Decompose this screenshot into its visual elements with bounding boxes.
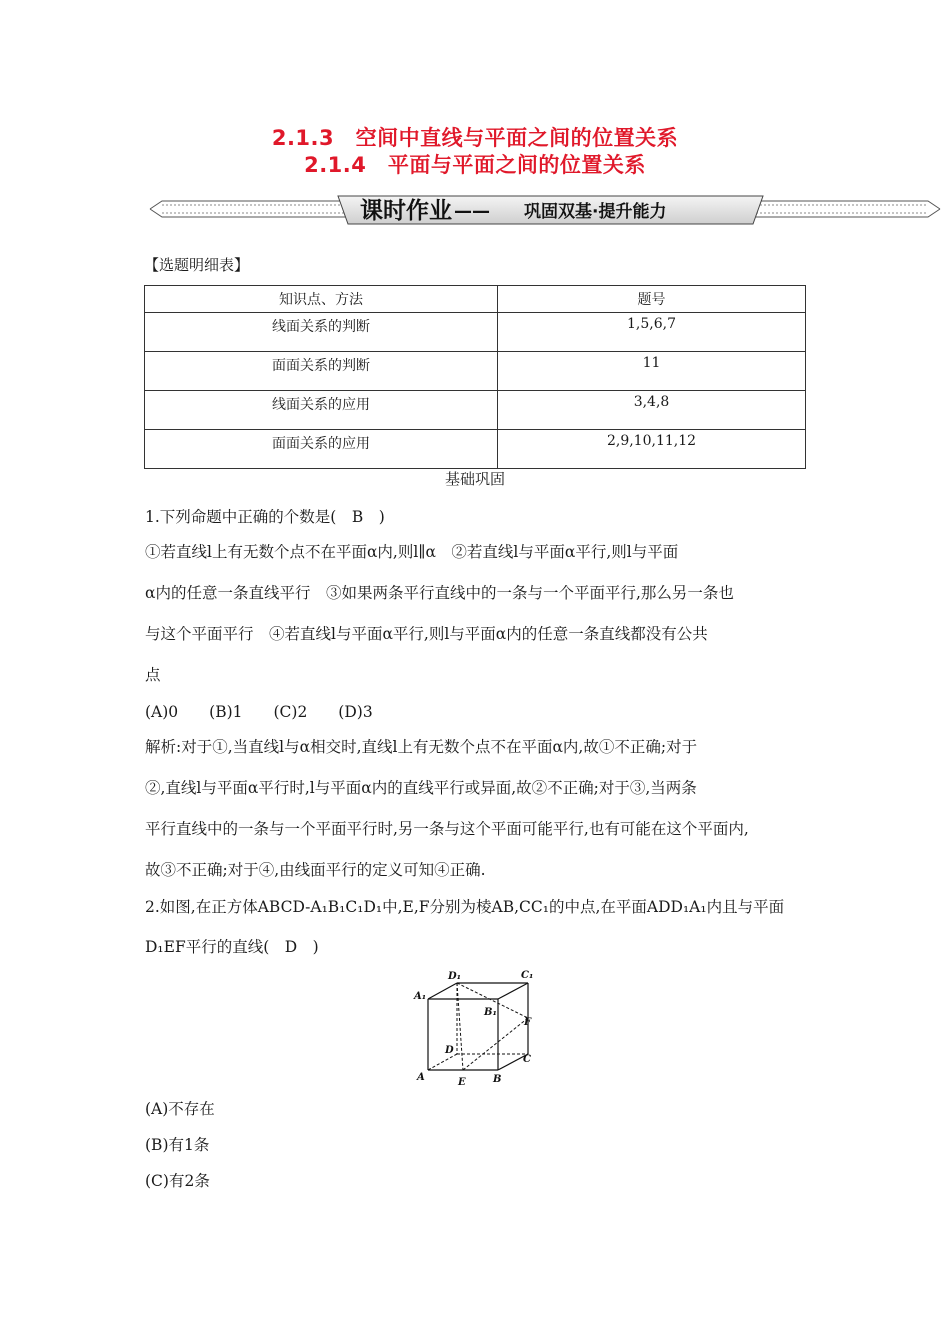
table-row (145, 352, 806, 391)
table-row (145, 430, 806, 469)
q1-analysis-line: 故③不正确;对于④,由线面平行的定义可知④正确. (145, 861, 486, 879)
label-B1: B₁ (484, 1007, 497, 1018)
table-cell-topic: 面面关系的判断 (145, 352, 498, 391)
table-cell-topic: 面面关系的应用 (145, 430, 498, 469)
homework-banner (148, 193, 942, 227)
table-cell-numbers: 2,9,10,11,12 (498, 430, 806, 469)
banner-sub-text: 巩固双基·提升能力 (524, 202, 667, 222)
q1-options: (A)0 (B)1 (C)2 (D)3 (145, 703, 373, 721)
q1-analysis-line: 平行直线中的一条与一个平面平行时,另一条与这个平面可能平行,也有可能在这个平面内, (145, 820, 749, 838)
header-knowledge-point: 知识点、方法 (145, 286, 498, 313)
q1-statement-line: 与这个平面平行 ④若直线l与平面α平行,则l与平面α内的任意一条直线都没有公共 (145, 625, 708, 643)
question-selection-table (144, 285, 806, 469)
q1-analysis-line: 解析:对于①,当直线l与α相交时,直线l上有无数个点不在平面α内,故①不正确;对于 (145, 738, 698, 756)
q1-statement-line: 点 (145, 666, 161, 684)
banner-main-text: 课时作业 (360, 198, 452, 224)
table-row (145, 313, 806, 352)
section-title-2-1-3: 2.1.3 空间中直线与平面之间的位置关系 (271, 126, 679, 150)
q1-analysis-line: ②,直线l与平面α平行时,l与平面α内的直线平行或异面,故②不正确;对于③,当两条 (145, 779, 697, 797)
q1-stem: 1.下列命题中正确的个数是( B ) (145, 508, 385, 526)
question-selection-label: 【选题明细表】 (144, 256, 250, 274)
q2-option: (C)有2条 (145, 1172, 210, 1190)
q2-option: (A)不存在 (145, 1100, 215, 1118)
header-question-number: 题号 (498, 286, 806, 313)
table-cell-numbers: 11 (498, 352, 806, 391)
table-row (145, 391, 806, 430)
label-A: A (417, 1072, 425, 1083)
label-C: C (523, 1054, 531, 1065)
banner-dash: —— (454, 201, 490, 222)
table-cell-topic: 线面关系的应用 (145, 391, 498, 430)
q2-stem-line: D₁EF平行的直线( D ) (145, 938, 319, 956)
label-D1: D₁ (448, 971, 462, 982)
label-A1: A₁ (414, 991, 427, 1002)
cube-figure (412, 968, 542, 1090)
label-F: F (524, 1017, 532, 1028)
label-C1: C₁ (521, 970, 534, 981)
label-B: B (493, 1074, 502, 1085)
q1-statement-line: α内的任意一条直线平行 ③如果两条平行直线中的一条与一个平面平行,那么另一条也 (145, 584, 734, 602)
label-D: D (445, 1045, 454, 1056)
table-header-row (145, 286, 806, 313)
label-E: E (458, 1077, 466, 1088)
q2-stem-line: 2.如图,在正方体ABCD-A₁B₁C₁D₁中,E,F分别为棱AB,CC₁的中点,在平面ADD₁A₁内且与平面 (145, 898, 785, 916)
table-cell-numbers: 1,5,6,7 (498, 313, 806, 352)
q2-option: (B)有1条 (145, 1136, 210, 1154)
basic-consolidation-heading: 基础巩固 (444, 470, 505, 488)
table-cell-numbers: 3,4,8 (498, 391, 806, 430)
table-cell-topic: 线面关系的判断 (145, 313, 498, 352)
q1-statement-line: ①若直线l上有无数个点不在平面α内,则l∥α ②若直线l与平面α平行,则l与平面 (145, 543, 679, 561)
section-title-2-1-4: 2.1.4 平面与平面之间的位置关系 (304, 153, 646, 177)
